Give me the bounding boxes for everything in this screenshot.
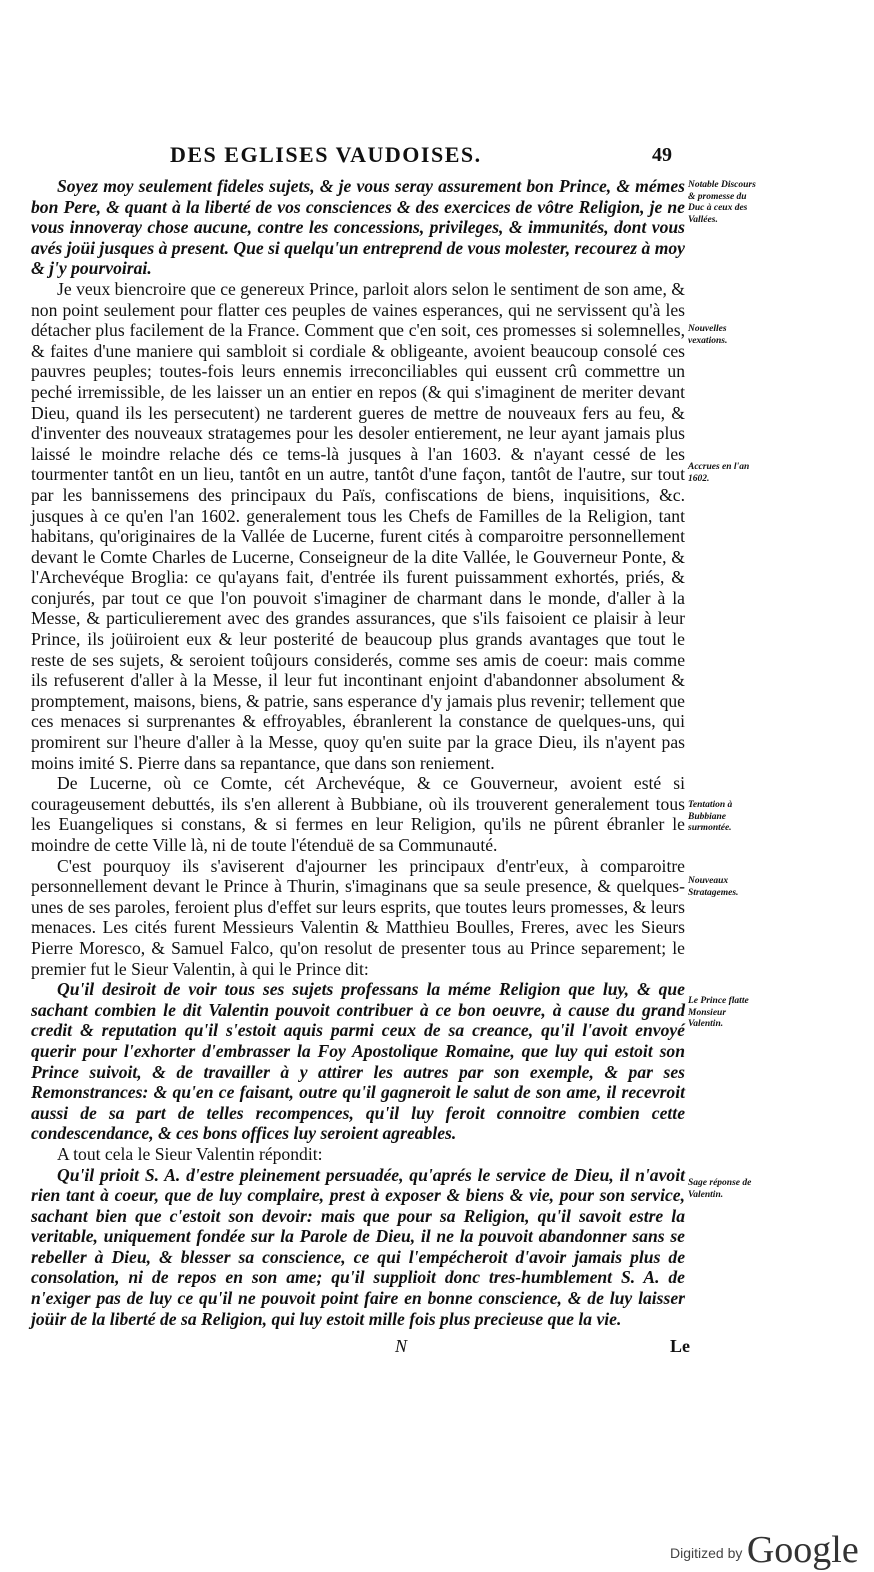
digitized-watermark: [670, 1528, 859, 1572]
paragraph-persecutions: Je veux biencroire que ce genereux Prince, parloit alors selon le sentiment de son ame, & non point seulement pour flatter ces peuples de vaines esperances, qui ne servissent qu'à les détacher plus facilement de la France. Comment que c'en soit, ces promesses si solemnelles, & faites d'une maniere qui sambloit si cordiale & obligeante, avoient beaucoup consolé ces pauvres peuples; toutes-fois leurs ennemis irreconciliables qui eussent crû commettre un peché irremissible, de les laisser un an entier en repos (& qui s'imaginent de meriter devant Dieu, quand ils les persecutent) ne tarderent gueres de mettre de nouveaux fers au feu, & d'inventer des nouveaux stratagemes pour les desoler entierement, ne leur ayant jamais plus laissé le moindre relache dés ce tems-là jusques à l'an 1603. & n'ayant cessé de les tourmenter tantôt en un lieu, tantôt en un autre, tantôt d'une façon, tantôt de l'autre, sur tout par les bannissemens des principaux du Païs, confiscations de biens, inquisitions, &c. jusques à ce qu'en l'an 1602. generalement tous les Chefs de Familles de la Religion, tant habitans, qu'originaires de la Vallée de Lucerne, furent cités à comparoitre personnellement devant le Comte Charles de Lucerne, Conseigneur de la dite Vallée, le Gouverneur Ponte, & l'Archevéque Broglia: ce qu'ayans fait, d'entrée ils furent puissamment exhortés, priés, & conjurés, par tout ce que l'on pouvoit s'imaginer de charmant dans le monde, d'aller à la Messe, & particulierement avec des grandes assurances, que s'ils faisoient ce plaisir à leur Prince, ils joüiroient eux & leur posterité de beaucoup plus grands avantages que tout le reste de ses sujets, & seroient toûjours considerés, comme ses amis de coeur: mais comme ils refuserent d'aller à la Messe, il leur fut incontinant enjoint d'abandonner absolument & promptement, maisons, biens, & patrie, sans esperance d'y jamais plus revenir; tellement que ces menaces si surprenantes & effroyables, ébranlerent la constance de quelques-uns, qui promirent sur l'heure d'aller à la Messe, quoy qu'en suite par la grace Dieu, ils n'ayent pas moins imité S. Pierre dans sa repantance, que dans son reniement.: [31, 278, 685, 773]
paragraph-bubbiane: De Lucerne, où ce Comte, cét Archevéque, & ce Gouverneur, avoient esté si courageusement debuttés, ils s'en allerent à Bubbiane, où ils trouverent generalement tous les Euangeliques si constans, & si fermes en leur Religion, qu'ils ne pûrent ébranler le moindre de cette Ville là, ni de toute l'étenduë de sa Communauté.: [31, 773, 685, 855]
running-header: [0, 140, 874, 170]
running-title: DES EGLISES VAUDOISES.: [170, 142, 482, 167]
paragraph-prince-address: Qu'il desiroit de voir tous ses sujets professans la méme Religion que luy, & que sachant combien le dit Valentin pouvoit contribuer à ce bon oeuvre, à cause du grand credit & reputation qu'il s'estoit aquis parmi ceux de sa creance, qu'il l'avoit envoyé querir pour l'exhorter d'embrasser la Foy Apostolique Romaine, que luy qui estoit son Prince suivoit, & de travailler à y attirer les autres par son exemple, & par ses Remonstrances: & qu'en ce faisant, outre qu'il gagneroit le salut de son ame, il recevroit aussi de sa part de telles recompences, qu'il luy feroit connoitre combien cette condescendance, & ces bons offices luy seroient agreables.: [31, 979, 685, 1144]
margin-note: Nouveaux Stratagemes.: [688, 876, 739, 898]
margin-note: Accrues en l'an 1602.: [688, 462, 750, 484]
signature-mark: N: [395, 1336, 408, 1356]
catchword: Le: [670, 1336, 690, 1356]
page-number: 49: [652, 144, 672, 166]
margin-note: Nouvelles vexations.: [688, 324, 728, 346]
paragraph-valentin-reply: Qu'il prioit S. A. d'estre pleinement persuadée, qu'aprés le service de Dieu, il n'avoit rien tant à coeur, que de luy complaire, prest à exposer & biens & vie, pour son service, sachant bien que c'estoit son devoir: mais que pour sa Religion, qu'il savoit estre la veritable, uniquement fondée sur la Parole de Dieu, il ne la pouvoit abandonner sans se rebeller à Dieu, & blesser sa conscience, ce qui l'empécheroit d'avoir jamais plus de consolation, ni de repos en son ame; qu'il supplioit donc tres-humblement S. A. de n'exiger pas de luy ce qu'il ne pouvoit point faire en bonne conscience, & de luy laisser joüir de la liberté de sa Religion, qui luy estoit mille fois plus precieuse que la vie.: [31, 1164, 685, 1329]
margin-note: Le Prince flatte Monsieur Valentin.: [688, 996, 749, 1029]
main-text: [31, 176, 685, 1329]
watermark-brand: Google: [746, 1529, 859, 1571]
paragraph-duke-speech: Soyez moy seulement fideles sujets, & je vous seray assurement bon Prince, & mémes bon Pere, & quant à la liberté de vos consciences & des exercices de vôtre Religion, je ne vous innoveray chose aucune, contre les concessions, privileges, & immunités, dont vous avés joüi jusques à present. Que si quelqu'un entreprend de vous molester, recourez à moy & j'y pourvoirai.: [31, 176, 685, 279]
margin-note: Sage réponse de Valentin.: [688, 1178, 752, 1200]
margin-note: Notable Discours & promesse du Duc à ceux des Vallées.: [688, 180, 756, 225]
paragraph-summons: C'est pourquoy ils s'aviserent d'ajourner les principaux d'entr'eux, à comparoitre personnellement devant le Prince à Thurin, s'imaginans que sa seule presence, & quelques-unes de ses paroles, feroient plus d'effet sur leurs esprits, que toutes leurs promesses, & leurs menaces. Les cités furent Messieurs Valentin & Matthieu Boulles, Freres, avec les Sieurs Pierre Moresco, & Samuel Falco, qu'on resolut de presenter tous au Prince separement; le premier fut le Sieur Valentin, à qui le Prince dit:: [31, 855, 685, 979]
paragraph-reply-intro: A tout cela le Sieur Valentin répondit:: [57, 1143, 323, 1164]
margin-note: Tentation à Bubbiane surmontée.: [688, 800, 733, 833]
watermark-prefix: Digitized by: [670, 1545, 743, 1561]
